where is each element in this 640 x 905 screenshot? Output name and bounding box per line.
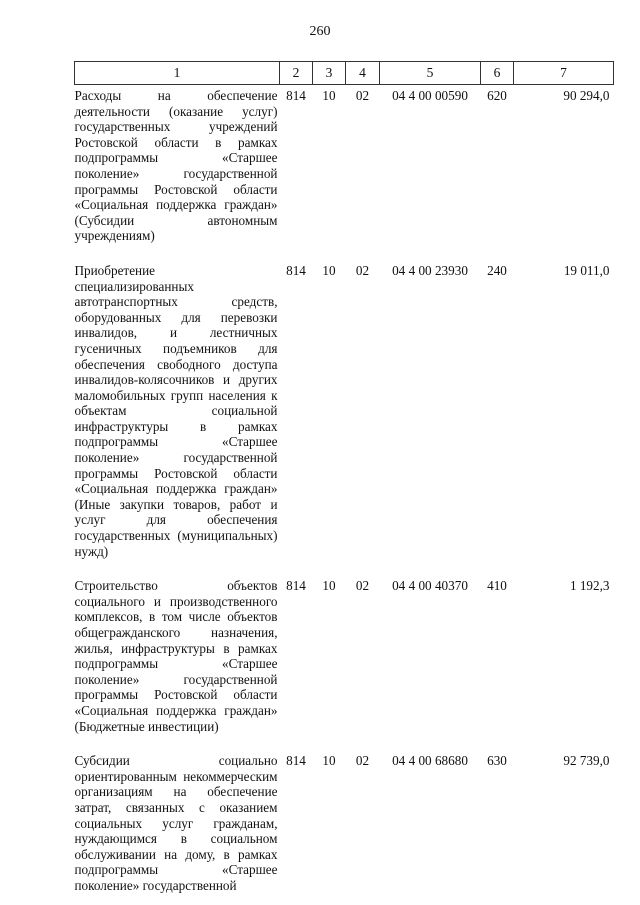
row-amount: 90 294,0 [563,88,610,103]
table-header-row [75,62,614,85]
row-amount: 19 011,0 [563,262,610,278]
row-subsection-code: 02 [355,88,370,103]
table-row [75,575,614,734]
row-section-code: 10 [322,88,336,103]
header-col-7: 7 [514,62,614,85]
row-description: Расходы на обеспечение деятельности (оказание услуг) государственных учреждений Ростовской области в рамках подпрограммы «Старшее поколение» государственной программы Ростовской области «Социальная поддержка граждан» (Субсидии автономным учреждениям) [74,88,278,244]
row-target-code: 04 4 00 00590 [392,88,468,103]
row-target-code: 04 4 00 68680 [392,753,468,769]
header-col-4: 4 [346,62,380,85]
row-amount: 92 739,0 [563,753,610,769]
header-col-2: 2 [280,62,313,85]
row-amount: 1 192,3 [569,578,610,594]
row-ministry-code: 814 [286,88,306,103]
table-row [75,85,614,244]
row-ministry-code: 814 [286,578,306,594]
row-description: Строительство объектов социального и производственного комплексов, в том числе объектов общегражданского назначения, жилья, инфраструктуры в рамках подпрограммы «Старшее поколение» государственной программы Ростовской области «Социальная поддержка граждан» (Бюджетные инвестиции) [74,578,278,734]
row-description: Приобретение специализированных автотранспортных средств, оборудованных для перевозки инвалидов, и лестничных гусеничных подъемников для обеспечения свободного доступа инвалидов-колясочников и других маломобильных групп населения к объектам социальной инфраструктуры в рамках подпрограммы «Старшее поколение» государственной программы Ростовской области «Социальная поддержка граждан» (Иные закупки товаров, работ и услуг для обеспечения государственных (муниципальных) нужд) [74,262,278,559]
header-col-1: 1 [75,62,280,85]
header-col-6: 6 [481,62,514,85]
table-row [75,260,614,559]
row-expense-type: 240 [487,262,507,278]
row-section-code: 10 [322,578,336,594]
header-col-3: 3 [313,62,346,85]
row-section-code: 10 [322,262,336,278]
row-target-code: 04 4 00 40370 [392,578,468,594]
row-ministry-code: 814 [286,262,306,278]
budget-table [74,61,614,894]
row-expense-type: 620 [487,88,507,103]
row-subsection-code: 02 [355,262,370,278]
row-target-code: 04 4 00 23930 [392,262,468,278]
header-col-5: 5 [380,62,481,85]
row-expense-type: 630 [487,753,507,769]
row-subsection-code: 02 [355,578,370,594]
row-subsection-code: 02 [355,753,370,769]
row-section-code: 10 [322,753,336,769]
row-expense-type: 410 [487,578,507,594]
row-description: Субсидии социально ориентированным некоммерческим организациям на обеспечение затрат, связанных с оказанием социальных услуг гражданам, нуждающимся в социальном обслуживании на дому, в рамках подпрограммы «Старшее поколение» государственной [74,753,278,893]
table-row [75,750,614,893]
page-number: 260 [309,24,331,39]
row-ministry-code: 814 [286,753,306,769]
